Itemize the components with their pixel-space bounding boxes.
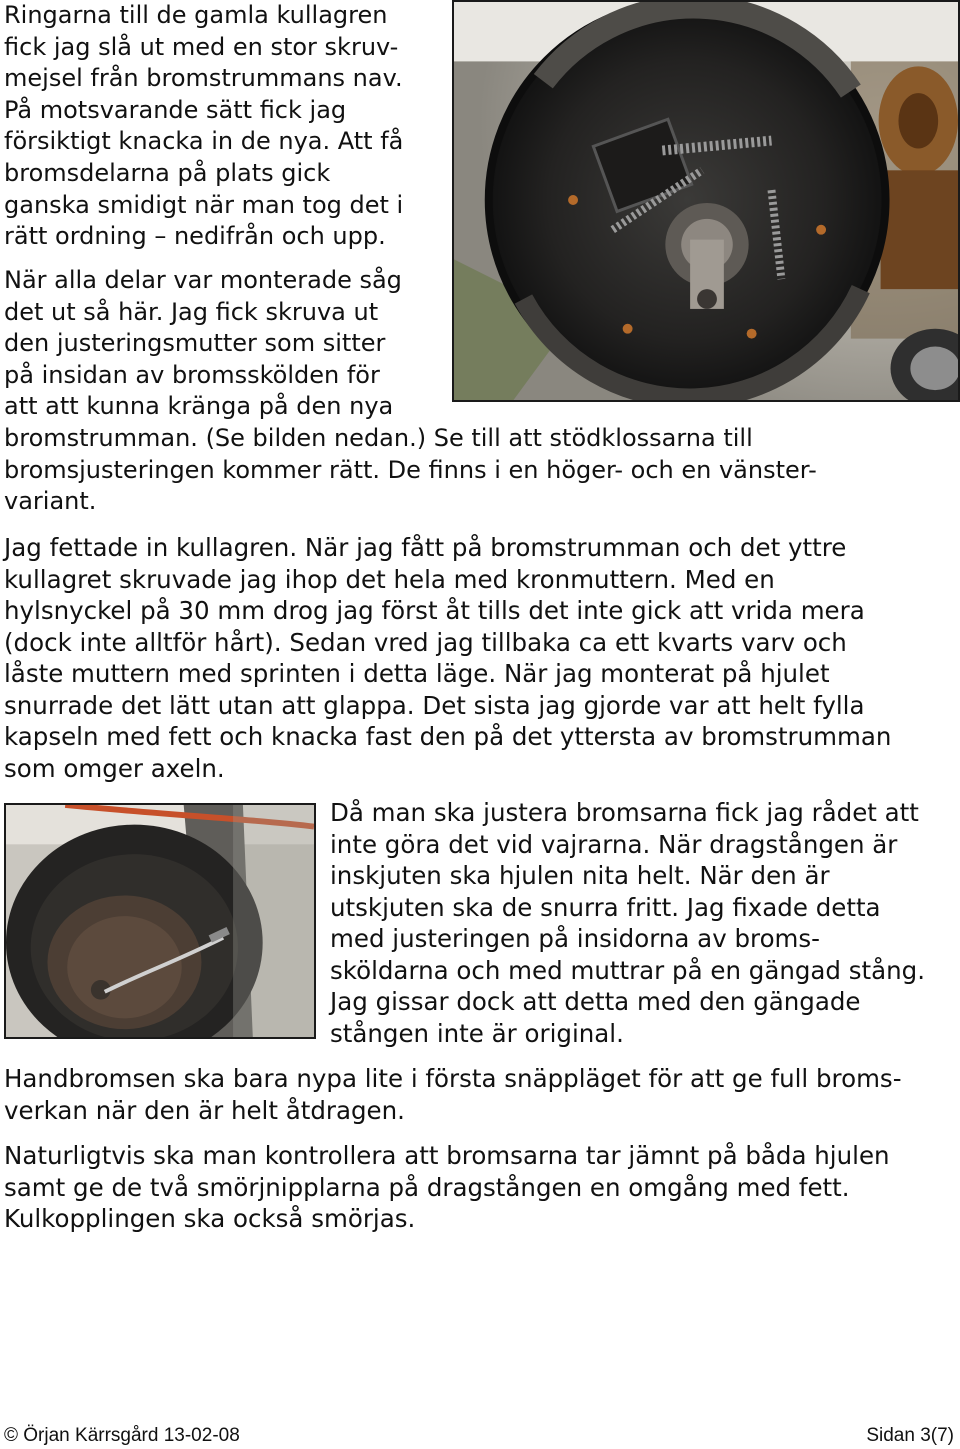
text-line: rätt ordning – nedifrån och upp. bbox=[4, 222, 386, 251]
text-line: bromsjusteringen kommer rätt. De finns i en höger- och en vänster- bbox=[4, 455, 817, 484]
text-line: inskjuten ska hjulen nita helt. När den är bbox=[330, 861, 830, 890]
text-line: samt ge de två smörjnipplarna på dragstången en omgång med fett. bbox=[4, 1172, 850, 1202]
text-line: med justeringen på insidorna av broms- bbox=[330, 924, 821, 953]
text-line: fick jag slå ut med en stor skruv- bbox=[4, 32, 399, 61]
text-line: stången inte är original. bbox=[330, 1018, 624, 1048]
text-line: kapseln med fett och knacka fast den på det yttersta av bromstrumman bbox=[4, 722, 892, 751]
text-line: kullagret skruvade jag ihop det hela med kronmuttern. Med en bbox=[4, 564, 775, 594]
text-line: Handbromsen ska bara nypa lite i första snäppläget för att ge full broms- bbox=[4, 1064, 902, 1093]
text-line: Jag fettade in kullagren. När jag fått på bromstrumman och det yttre bbox=[4, 533, 847, 562]
text-line: inte göra det vid vajrarna. När dragstången är bbox=[330, 829, 898, 859]
text-line: bromstrumman. (Se bilden nedan.) Se till att stödklossarna till bbox=[4, 424, 753, 452]
text-line: som omger axeln. bbox=[4, 753, 225, 783]
text-line: att att kunna kränga på den nya bbox=[4, 392, 394, 421]
text-line: låste muttern med sprinten i detta läge. När jag monterat på hjulet bbox=[4, 659, 830, 688]
text-line: Kulkopplingen ska också smörjas. bbox=[4, 1204, 416, 1233]
text-line: Då man ska justera bromsarna fick jag rådet att bbox=[330, 798, 919, 827]
footer-copyright: © Örjan Kärrsgård 13-02-08 bbox=[4, 1425, 240, 1446]
text-line: På motsvarande sätt fick jag bbox=[4, 95, 347, 124]
text-line: det ut så här. Jag fick skruva ut bbox=[4, 297, 379, 326]
text-line: försiktigt knacka in de nya. Att få bbox=[4, 127, 404, 156]
text-line: Ringarna till de gamla kullagren bbox=[4, 1, 388, 29]
text-line: mejsel från bromstrummans nav. bbox=[4, 64, 403, 93]
text-line: den justeringsmutter som sitter bbox=[4, 329, 386, 358]
text-line: När alla delar var monterade såg bbox=[4, 266, 402, 294]
text-line: variant. bbox=[4, 487, 97, 516]
wheel-brake-rod-photo bbox=[4, 803, 316, 1039]
footer-page-number: Sidan 3(7) bbox=[866, 1425, 954, 1446]
text-line: utskjuten ska de snurra fritt. Jag fixade detta bbox=[330, 892, 881, 922]
text-line: Jag gissar dock att detta med den gängade bbox=[330, 987, 861, 1016]
text-line: snurrade det lätt utan att glappa. Det sista jag gjorde var att helt fylla bbox=[4, 690, 865, 720]
text-line: på insidan av bromsskölden för bbox=[4, 360, 380, 389]
text-line: ganska smidigt när man tog det i bbox=[4, 190, 404, 219]
text-line: bromsdelarna på plats gick bbox=[4, 159, 331, 187]
text-line: (dock inte alltför hårt). Sedan vred jag tillbaka ca ett kvarts varv och bbox=[4, 627, 847, 657]
text-line: Naturligtvis ska man kontrollera att bromsarna tar jämnt på båda hjulen bbox=[4, 1141, 890, 1170]
text-line: sköldarna och med muttrar på en gängad stång. bbox=[330, 955, 926, 985]
text-line: hylsnyckel på 30 mm drog jag först åt tills det inte gick att vrida mera bbox=[4, 596, 865, 625]
text-line: verkan när den är helt åtdragen. bbox=[4, 1095, 405, 1125]
brake-assembly-photo bbox=[452, 0, 960, 402]
